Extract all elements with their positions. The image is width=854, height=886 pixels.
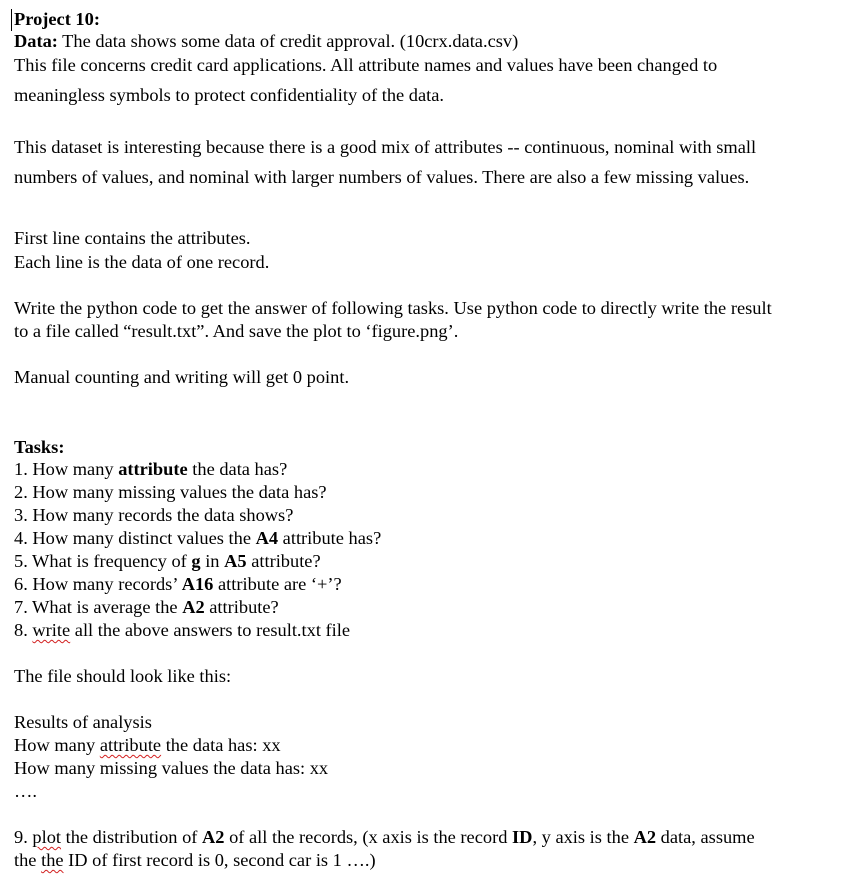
task-4-bold: A4	[255, 528, 279, 548]
task-9-text-1: the distribution of	[61, 827, 202, 847]
task-5-bold-g: g	[191, 551, 201, 571]
manual-counting-note: Manual counting and writing will get 0 point.	[14, 367, 350, 387]
task-5-text-mid: in	[200, 551, 225, 571]
task-7-text-end: attribute?	[204, 597, 279, 617]
task-7-bold: A2	[182, 597, 205, 617]
task-4-text: 4. How many distinct values the	[14, 528, 256, 548]
task-9-line-2-spellcheck-word[interactable]: the	[41, 850, 64, 870]
task-9-bold-a2: A2	[202, 827, 225, 847]
task-8-num: 8.	[14, 620, 33, 640]
task-6-bold: A16	[181, 574, 214, 594]
task-9-bold-a2-second: A2	[633, 827, 657, 847]
data-text: The data shows some data of credit approval. (10crx.data.csv)	[57, 31, 519, 51]
task-7-text: 7. What is average the	[14, 597, 183, 617]
task-6-text: 6. How many records’	[14, 574, 182, 594]
task-7	[14, 596, 279, 618]
results-ellipsis: ….	[14, 781, 37, 801]
task-9-text-4: data, assume	[656, 827, 755, 847]
task-1-text-end: the data has?	[187, 459, 288, 479]
task-3: 3. How many records the data shows?	[14, 505, 294, 525]
task-1-text: 1. How many	[14, 459, 119, 479]
task-4-text-end: attribute has?	[278, 528, 382, 548]
task-9-line-2-text: the	[14, 850, 42, 870]
task-9-line-2	[14, 849, 376, 871]
results-title: Results of analysis	[14, 712, 152, 732]
task-5-text: 5. What is frequency of	[14, 551, 192, 571]
task-6-text-end: attribute are ‘+’?	[213, 574, 342, 594]
project-title: Project 10:	[14, 9, 100, 29]
task-9-text-2: of all the records, (x axis is the record	[224, 827, 512, 847]
file-look-text: The file should look like this:	[14, 666, 232, 686]
write-line-2: to a file called “result.txt”. And save the plot to ‘figure.png’.	[14, 321, 459, 341]
task-1	[14, 458, 287, 480]
results-line-1	[14, 734, 281, 756]
task-8-spellcheck-word[interactable]: write	[32, 620, 71, 640]
intro-line-2: meaningless symbols to protect confidentiality of the data.	[14, 85, 445, 105]
task-9-bold-id: ID	[512, 827, 533, 847]
interesting-line-2: numbers of values, and nominal with larger numbers of values. There are also a few missing values.	[14, 167, 750, 187]
task-9-num: 9.	[14, 827, 33, 847]
data-line	[14, 30, 518, 52]
results-line-1-text: How many	[14, 735, 100, 755]
task-9-line-2-text-end: ID of first record is 0, second car is 1 ….)	[63, 850, 376, 870]
task-6	[14, 573, 342, 595]
task-1-bold: attribute	[118, 459, 188, 479]
results-line-1-text-end: the data has: xx	[161, 735, 281, 755]
results-line-1-spellcheck-word[interactable]: attribute	[99, 735, 162, 755]
results-line-2: How many missing values the data has: xx	[14, 758, 329, 778]
task-4	[14, 527, 381, 549]
task-5-bold-a5: A5	[224, 551, 247, 571]
task-9-line-1	[14, 826, 755, 848]
data-label: Data:	[14, 31, 58, 51]
task-9-spellcheck-word[interactable]: plot	[32, 827, 62, 847]
write-line-1: Write the python code to get the answer of following tasks. Use python code to directly write the result	[14, 298, 772, 318]
task-8-text: all the above answers to result.txt file	[70, 620, 351, 640]
task-5	[14, 550, 321, 572]
interesting-line-1: This dataset is interesting because there is a good mix of attributes -- continuous, nominal with small	[14, 137, 757, 157]
task-8	[14, 619, 350, 641]
text-cursor	[11, 9, 12, 31]
each-line-text: Each line is the data of one record.	[14, 252, 270, 272]
tasks-heading: Tasks:	[14, 437, 65, 457]
task-2: 2. How many missing values the data has?	[14, 482, 327, 502]
task-5-text-end: attribute?	[246, 551, 321, 571]
task-9-text-3: , y axis is the	[532, 827, 634, 847]
intro-line-1: This file concerns credit card applications. All attribute names and values have been changed to	[14, 55, 718, 75]
first-line-text: First line contains the attributes.	[14, 228, 251, 248]
